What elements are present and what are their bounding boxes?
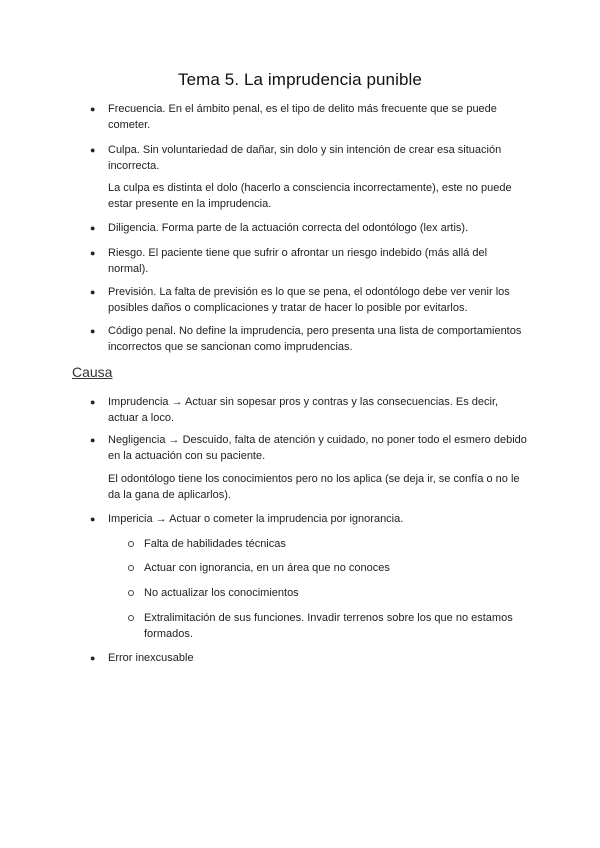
bullet-icon: ● [90,104,96,114]
bullet-icon: ● [90,514,96,524]
sub-item-ignorancia: Actuar con ignorancia, en un área que no conoces [144,562,390,574]
list-item-culpa: Culpa. Sin voluntariedad de dañar, sin dolo y sin intención de crear esa situación incorrecta. [108,144,502,172]
section-heading-causa: Causa [72,364,113,380]
sub-bullet-icon [128,615,134,621]
page-title: Tema 5. La imprudencia punible [178,70,422,89]
bullet-icon: ● [90,397,96,407]
list-item-codigo-penal: Código penal. No define la imprudencia, pero presenta una lista de comportamientos incorrectos que se sancionan como imprudencias. [108,325,522,353]
culpa-note: La culpa es distinta el dolo (hacerlo a consciencia incorrectamente), este no puede estar presente en la imprudencia. [108,182,512,210]
list-item-error-inexcusable: Error inexcusable [108,652,194,664]
sub-item-actualizar: No actualizar los conocimientos [144,587,299,599]
bullet-icon: ● [90,145,96,155]
bullet-icon: ● [90,653,96,663]
negligencia-note: El odontólogo tiene los conocimientos pero no los aplica (se deja ir, se confía o no le da la gana de aplicarlos). [108,473,520,501]
bullet-icon: ● [90,248,96,258]
sub-item-habilidades: Falta de habilidades técnicas [144,538,286,550]
list-item-imprudencia: Imprudencia → Actuar sin sopesar pros y contras y las consecuencias. Es decir, actuar a loco. [108,396,499,424]
list-item-negligencia: Negligencia → Descuido, falta de atención y cuidado, no poner todo el esmero debido en la actuación con su paciente. [108,434,527,462]
sub-bullet-icon [128,590,134,596]
list-item-frecuencia: Frecuencia. En el ámbito penal, es el tipo de delito más frecuente que se puede cometer. [108,103,497,131]
list-item-diligencia: Diligencia. Forma parte de la actuación correcta del odontólogo (lex artis). [108,222,469,234]
sub-bullet-icon [128,565,134,571]
list-item-riesgo: Riesgo. El paciente tiene que sufrir o afrontar un riesgo indebido (más allá del normal). [108,247,488,275]
list-item-impericia: Impericia → Actuar o cometer la imprudencia por ignorancia. [108,513,404,525]
bullet-icon: ● [90,287,96,297]
sub-bullet-icon [128,541,134,547]
bullet-icon: ● [90,223,96,233]
sub-item-extralimitacion: Extralimitación de sus funciones. Invadir terrenos sobre los que no estamos formados. [144,612,513,640]
bullet-icon: ● [90,435,96,445]
list-item-prevision: Previsión. La falta de previsión es lo que se pena, el odontólogo debe ver venir los posibles daños o complicaciones y tratar de hacer lo posible por evitarlos. [108,286,510,314]
bullet-icon: ● [90,326,96,336]
